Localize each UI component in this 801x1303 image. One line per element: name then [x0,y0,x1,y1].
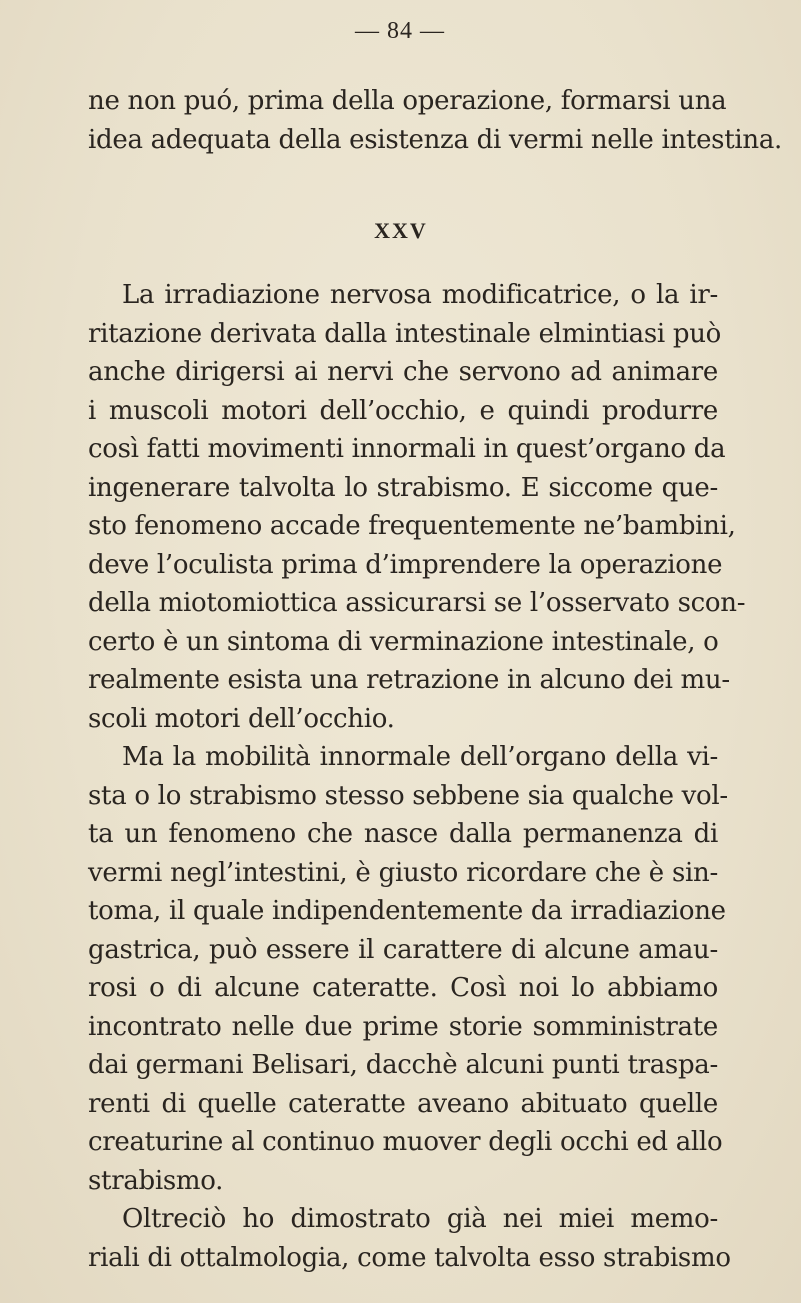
section-heading: XXV [374,218,428,243]
text-line: dai germani Belisari, dacchè alcuni punti traspa- [88,1050,718,1080]
text-line: rosi o di alcune cateratte. Così noi lo abbiamo [88,973,718,1003]
text-line: così fatti movimenti innormali in quest’organo da [88,434,726,464]
text-line: della miotomiottica assicurarsi se l’osservato scon- [88,588,746,618]
intro-paragraph [88,82,782,159]
text-line: ne non puó, prima della operazione, formarsi una [88,86,727,116]
text-line: Ma la mobilità innormale dell’organo della vi- [122,742,718,772]
text-line: incontrato nelle due prime storie somministrate [88,1011,718,1042]
text-line: riali di ottalmologia, come talvolta esso strabismo [88,1242,731,1273]
text-line: realmente esista una retrazione in alcuno dei mu- [88,665,730,695]
text-line: vermi negl’intestini, è giusto ricordare che è sin- [88,857,718,888]
text-line: deve l’oculista prima d’imprendere la operazione [88,549,723,580]
text-line: La irradiazione nervosa modificatrice, o la ir- [122,280,718,310]
text-line: sto fenomeno accade frequentemente ne’bambini, [88,511,736,541]
text-line: gastrica, può essere il carattere di alcune amau- [88,934,718,965]
text-line: strabismo. [88,1165,224,1196]
main-text [88,276,746,1277]
text-line: renti di quelle cateratte aveano abituato quelle [88,1088,718,1119]
text-line: certo è un sintoma di verminazione intestinale, o [88,626,719,657]
text-line: ingenerare talvolta lo strabismo. E siccome que- [88,472,718,503]
text-line: creaturine al continuo muover degli occhi ed allo [88,1127,723,1157]
text-line: idea adequata della esistenza di vermi nelle intestina. [88,124,782,155]
text-line: sta o lo strabismo stesso sebbene sia qualche vol- [88,780,728,811]
text-line: ta un fenomeno che nasce dalla permanenza di [88,819,718,849]
text-line: anche dirigersi ai nervi che servono ad animare [88,357,718,387]
text-line: ritazione derivata dalla intestinale elmintiasi può [88,318,722,349]
text-line: toma, il quale indipendentemente da irradiazione [88,896,726,926]
page-number: — 84 — [355,18,445,44]
text-line: scoli motori dell’occhio. [88,703,395,734]
text-line: i muscoli motori dell’occhio, e quindi produrre [88,395,718,426]
text-line: Oltreciò ho dimostrato già nei miei memo- [122,1204,718,1234]
